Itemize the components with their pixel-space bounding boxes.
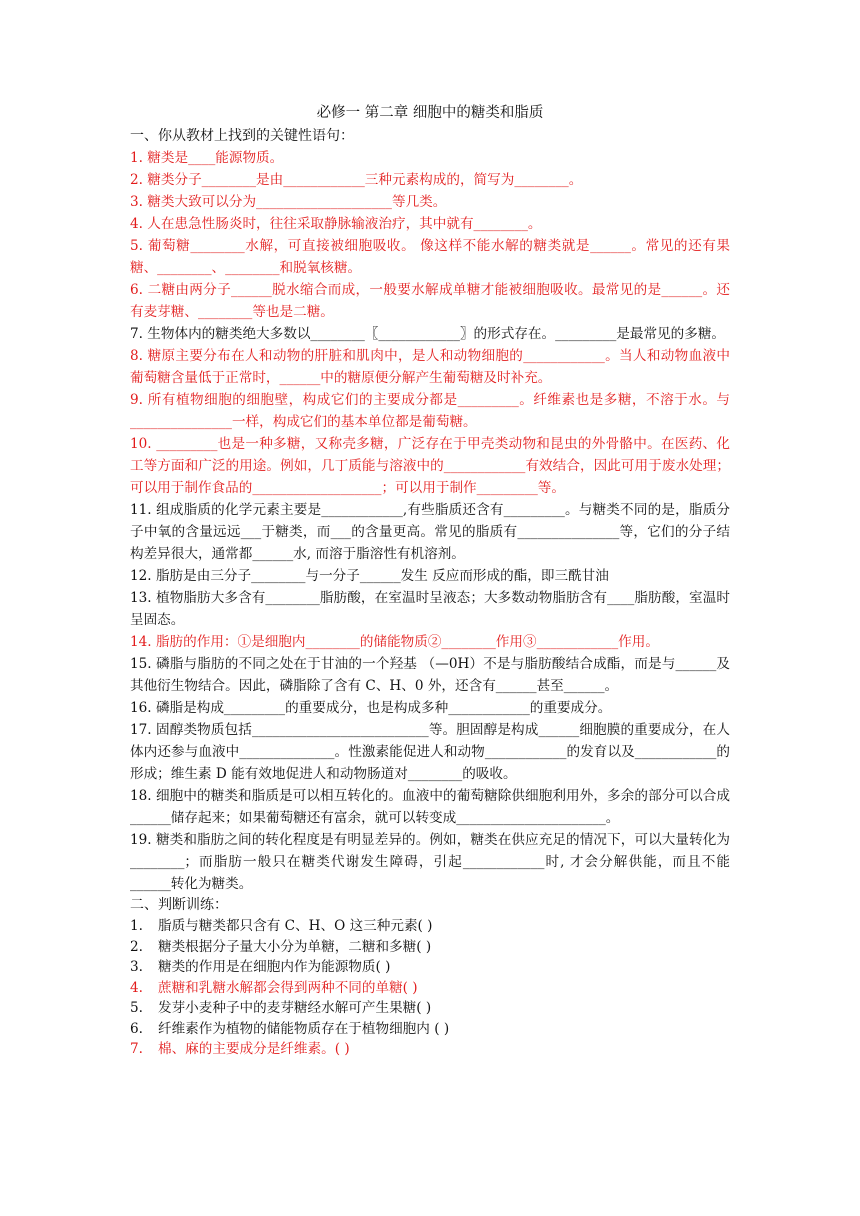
worksheet-page bbox=[130, 102, 730, 1060]
judgement-number: 2. bbox=[130, 938, 143, 955]
judgement-text: 蔗糖和乳糖水解都会得到两种不同的单糖( ) bbox=[158, 979, 418, 996]
question-item: 4. 人在患急性肠炎时，往往采取静脉输液治疗，其中就有________。 bbox=[130, 216, 542, 232]
question-item: 3. 糖类大致可以分为____________________等几类。 bbox=[130, 194, 447, 210]
judgement-item bbox=[130, 1039, 730, 1060]
judgement-text: 糖类根据分子量大小分为单糖，二糖和多糖( ) bbox=[158, 938, 432, 955]
judgement-number: 6. bbox=[130, 1020, 143, 1037]
question-item: 17. 固醇类物质包括__________________________等。胆固醇是构成______细胞膜的重要成分，在人体内还参与血液中______________。性激素能促进人和动物____________的发育以及____________的形成；维生素 D 能有效地促进人和动物肠道对________的吸收。 bbox=[130, 722, 730, 782]
question-item: 19. 糖类和脂肪之间的转化程度是有明显差异的。例如，糖类在供应充足的情况下，可以大量转化为________；而脂肪一般只在糖类代谢发生障碍，引起____________时, 才会分解供能，而且不能______转化为糖类。 bbox=[130, 832, 730, 892]
question-item: 16. 磷脂是构成_________的重要成分，也是构成多种____________的重要成分。 bbox=[130, 700, 612, 716]
judgement-item bbox=[130, 978, 730, 999]
question-item: 1. 糖类是____能源物质。 bbox=[130, 150, 284, 166]
judgement-number: 7. bbox=[130, 1041, 143, 1057]
judgement-number: 1. bbox=[130, 918, 143, 934]
judgement-text: 棉、麻的主要成分是纤维素。( ) bbox=[158, 1041, 350, 1057]
section-heading-judgement: 二、判断训练： bbox=[130, 897, 228, 913]
question-item: 18. 细胞中的糖类和脂质是可以相互转化的。血液中的葡萄糖除供细胞利用外，多余的部分可以合成______储存起来；如果葡萄糖还有富余，就可以转变成______________________。 bbox=[130, 788, 730, 826]
page-title: 必修一 第二章 细胞中的糖类和脂质 bbox=[316, 105, 544, 121]
judgement-text: 糖类的作用是在细胞内作为能源物质( ) bbox=[158, 959, 391, 975]
question-item: 10. _________也是一种多糖，又称壳多糖，广泛存在于甲壳类动物和昆虫的外骨骼中。在医药、化工等方面和广泛的用途。例如，几丁质能与溶液中的____________有效结合，因此可用于废水处理；可以用于制作食品的___________________；可以用于制作_________等。 bbox=[130, 436, 730, 496]
question-item: 14. 脂肪的作用：①是细胞内________的储能物质②________作用③____________作用。 bbox=[130, 634, 659, 650]
question-item: 15. 磷脂与脂肪的不同之处在于甘油的一个羟基 （—0H）不是与脂肪酸结合成酯，而是与______及其他衍生物结合。因此，磷脂除了含有 C、H、0 外，还含有______甚至______。 bbox=[130, 656, 730, 694]
question-item: 2. 糖类分子________是由____________三种元素构成的，简写为________。 bbox=[130, 172, 583, 188]
question-item: 9. 所有植物细胞的细胞壁，构成它们的主要成分都是_________。纤维素也是多糖，不溶于水。与_______________一样，构成它们的基本单位都是葡萄糖。 bbox=[130, 392, 730, 430]
judgement-item bbox=[130, 937, 730, 958]
judgement-text: 脂质与糖类都只含有 C、H、O 这三种元素( ) bbox=[158, 918, 433, 934]
judgement-item bbox=[130, 916, 730, 937]
judgement-number: 5. bbox=[130, 1000, 143, 1016]
key-sentence-list bbox=[130, 147, 730, 895]
question-item: 11. 组成脂质的化学元素主要是____________,有些脂质还含有_________。与糖类不同的是，脂质分子中氧的含量远远___于糖类，而___的含量更高。常见的脂质有_______________等，它们的分子结构差异很大，通常都______水, 而溶于脂溶性有机溶剂。 bbox=[130, 502, 730, 562]
question-item: 5. 葡萄糖________水解，可直接被细胞吸收。 像这样不能水解的糖类就是______。常见的还有果糖、________、________和脱氧核糖。 bbox=[130, 238, 730, 276]
judgement-list bbox=[130, 916, 730, 1060]
judgement-text: 发芽小麦种子中的麦芽糖经水解可产生果糖( ) bbox=[158, 1000, 432, 1016]
judgement-number: 4. bbox=[130, 979, 143, 996]
judgement-item bbox=[130, 957, 730, 978]
section-heading-key-sentences: 一、你从教材上找到的关键性语句： bbox=[130, 128, 354, 144]
judgement-number: 3. bbox=[130, 959, 143, 975]
question-item: 12. 脂肪是由三分子________与一分子______发生 反应而形成的酯，即三酰甘油 bbox=[130, 568, 609, 584]
question-item: 13. 植物脂肪大多含有________脂肪酸，在室温时呈液态；大多数动物脂肪含有____脂肪酸，室温时呈固态。 bbox=[130, 590, 730, 628]
judgement-item bbox=[130, 998, 730, 1019]
question-item: 6. 二糖由两分子______脱水缩合而成，一般要水解成单糖才能被细胞吸收。最常见的是______。还有麦芽糖、________等也是二糖。 bbox=[130, 282, 730, 320]
judgement-text: 纤维素作为植物的储能物质存在于植物细胞内 ( ) bbox=[158, 1020, 450, 1037]
judgement-item bbox=[130, 1019, 730, 1040]
question-item: 7. 生物体内的糖类绝大多数以________〖____________〗的形式存在。_________是最常见的多糖。 bbox=[130, 326, 726, 342]
question-item: 8. 糖原主要分布在人和动物的肝脏和肌肉中，是人和动物细胞的____________。当人和动物血液中葡萄糖含量低于正常时，______中的糖原便分解产生葡萄糖及时补充。 bbox=[130, 348, 730, 386]
